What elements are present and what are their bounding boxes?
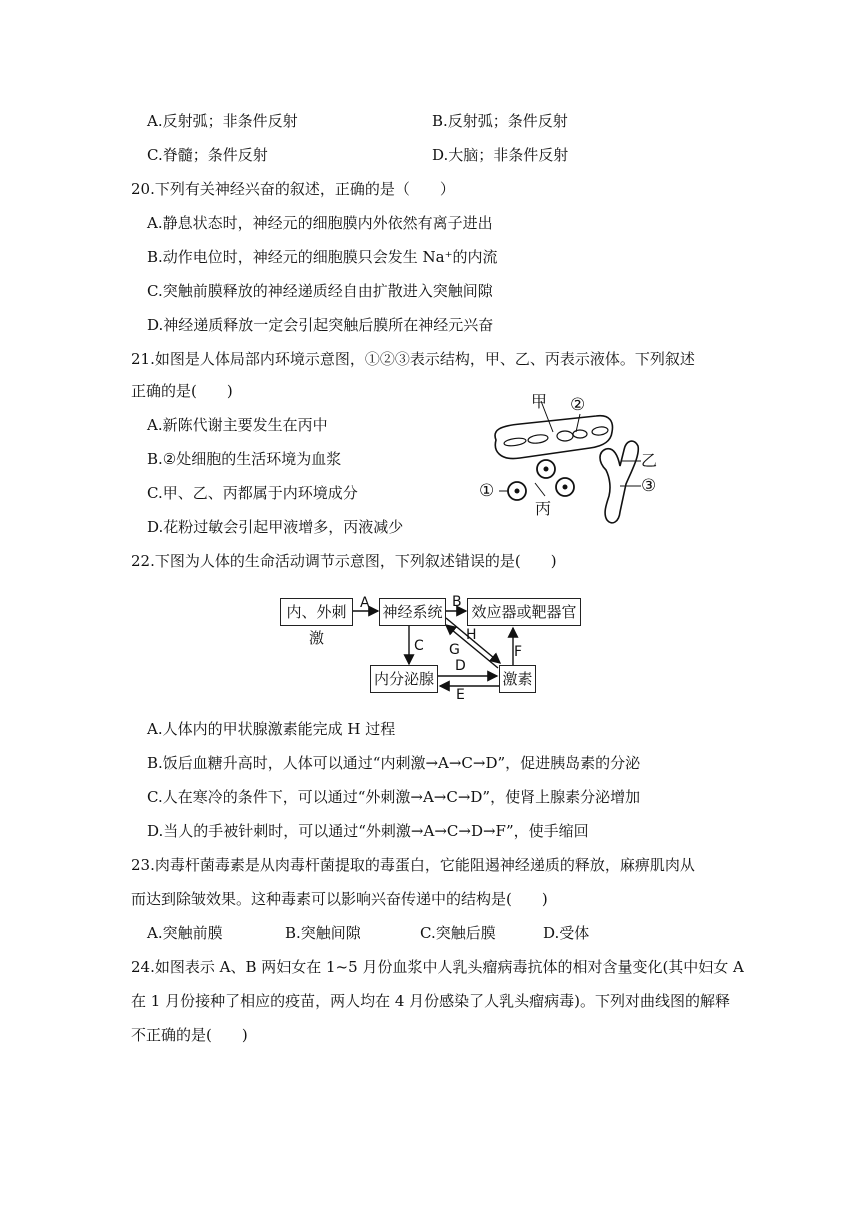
arrow-label-a: A: [360, 595, 370, 611]
arrow-label-e: E: [456, 687, 465, 703]
arrow-label-c: C: [414, 638, 424, 654]
label-jia: 甲: [531, 392, 548, 411]
label-circle-1: ①: [479, 481, 495, 501]
q22-option-a: A.人体内的甲状腺激素能完成 H 过程: [147, 720, 396, 738]
box-stimulus: 内、外刺激: [280, 598, 353, 626]
q21-option-d: D.花粉过敏会引起甲液增多，丙液减少: [147, 518, 404, 536]
q23-option-c: C.突触后膜: [420, 924, 496, 942]
box-nervous-system: 神经系统: [379, 598, 446, 626]
q20-option-c: C.突触前膜释放的神经递质经自由扩散进入突触间隙: [147, 282, 493, 300]
q21-stem-line2: 正确的是( ): [131, 382, 233, 400]
arrow-label-h: H: [466, 627, 477, 643]
q20-option-d: D.神经递质释放一定会引起突触后膜所在神经元兴奋: [147, 316, 494, 334]
q21-stem-line1: 21.如图是人体局部内环境示意图，①②③表示结构，甲、乙、丙表示液体。下列叙述: [131, 350, 695, 368]
q21-option-c: C.甲、乙、丙都属于内环境成分: [147, 484, 358, 502]
q23-stem-line1: 23.肉毒杆菌毒素是从肉毒杆菌提取的毒蛋白，它能阻遏神经递质的释放，麻痹肌肉从: [131, 856, 695, 874]
q22-option-b: B.饭后血糖升高时，人体可以通过“内刺激→A→C→D”，促进胰岛素的分泌: [147, 754, 641, 772]
arrow-label-d: D: [455, 658, 466, 674]
q23-option-b: B.突触间隙: [285, 924, 361, 942]
q19-option-d: D.大脑；非条件反射: [432, 146, 569, 164]
label-circle-3: ③: [641, 476, 657, 496]
q24-stem-line1: 24.如图表示 A、B 两妇女在 1~5 月份血浆中人乳头瘤病毒抗体的相对含量变化(其中妇女 A: [131, 958, 744, 976]
arrow-label-b: B: [452, 594, 462, 610]
q22-option-d: D.当人的手被针刺时，可以通过“外刺激→A→C→D→F”，使手缩回: [147, 822, 589, 840]
box-endocrine-gland: 内分泌腺: [370, 665, 438, 693]
q19-option-c: C.脊髓；条件反射: [147, 146, 268, 164]
q23-option-a: A.突触前膜: [147, 924, 223, 942]
box-hormone: 激素: [499, 665, 536, 693]
arrow-label-f: F: [514, 644, 523, 660]
q19-option-b: B.反射弧；条件反射: [432, 112, 568, 130]
q22-stem: 22.下图为人体的生命活动调节示意图，下列叙述错误的是( ): [131, 552, 557, 570]
arrow-label-g: G: [449, 642, 460, 658]
label-yi: 乙: [641, 451, 658, 470]
q24-stem-line2: 在 1 月份接种了相应的疫苗，两人均在 4 月份感染了人乳头瘤病毒)。下列对曲线图的解释: [131, 992, 731, 1010]
q21-option-a: A.新陈代谢主要发生在丙中: [147, 416, 328, 434]
q20-option-b: B.动作电位时，神经元的细胞膜只会发生 Na⁺的内流: [147, 248, 498, 266]
q23-option-d: D.受体: [543, 924, 590, 942]
label-circle-2: ②: [570, 395, 586, 415]
q20-option-a: A.静息状态时，神经元的细胞膜内外依然有离子进出: [147, 214, 493, 232]
label-bing: 丙: [535, 499, 552, 518]
q22-option-c: C.人在寒冷的条件下，可以通过“外刺激→A→C→D”，使肾上腺素分泌增加: [147, 788, 641, 806]
q20-stem: 20.下列有关神经兴奋的叙述，正确的是（ ）: [131, 180, 455, 198]
q24-stem-line3: 不正确的是( ): [131, 1026, 248, 1044]
q23-stem-line2: 而达到除皱效果。这种毒素可以影响兴奋传递中的结构是( ): [131, 890, 548, 908]
q21-option-b: B.②处细胞的生活环境为血浆: [147, 450, 342, 468]
box-effector: 效应器或靶器官: [467, 598, 581, 626]
q19-option-a: A.反射弧；非条件反射: [147, 112, 298, 130]
